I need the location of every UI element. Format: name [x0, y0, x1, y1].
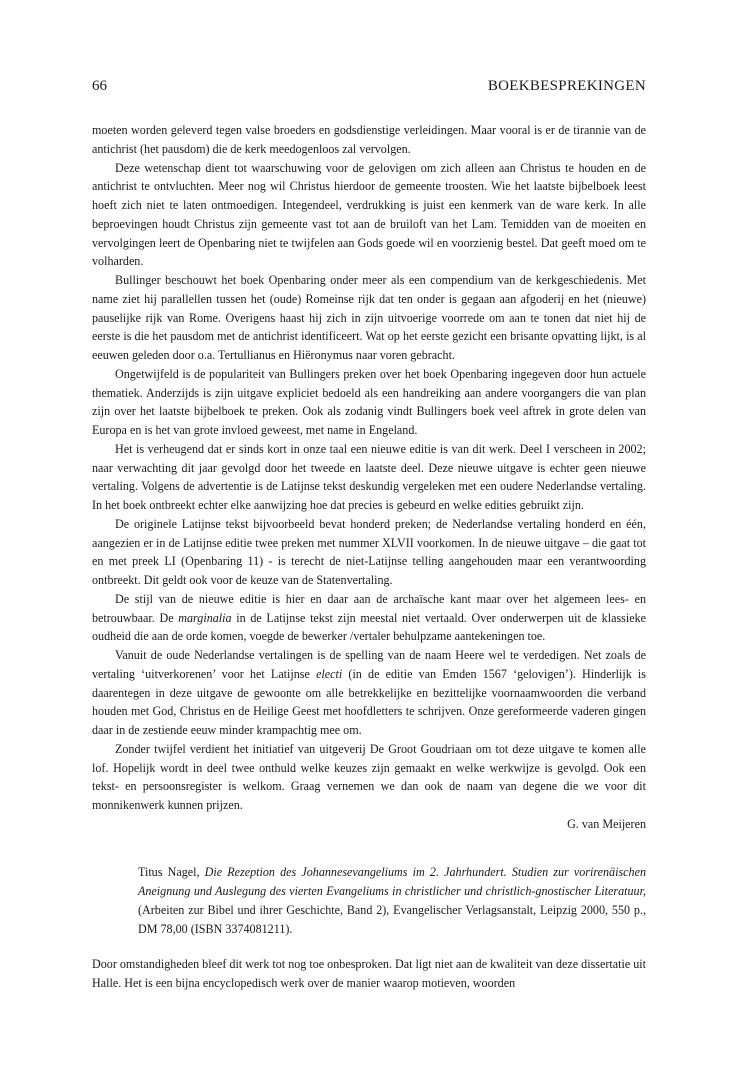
paragraph-text: De stijl van de nieuwe editie is hier en daar aan de archaïsche kant maar over het algemeen lees- en betrouwbaar. De	[92, 591, 646, 625]
paragraph-text: (in de editie van Emden 1567 ‘gelovigen’). Hinderlijk is daarentegen in deze uitgave de gewoonte om alle betrekkelijke en bezittelijke voornaamwoorden die verband houden met God, Christus en de Heilige Geest met hoofdletters te schrijven. Onze gereformeerde vaderen gingen daar in de zestiende eeuw minder krampachtig mee om.	[92, 666, 646, 737]
paragraph: Het is verheugend dat er sinds kort in onze taal een nieuwe editie is van dit werk. Deel I verscheen in 2002; naar verwachting dit jaar gevolgd door het tweede en laatste deel. Deze nieuwe uitgave is echter geen nieuwe vertaling. Volgens de advertentie is de Latijnse tekst deskundig vergeleken met een oudere Nederlandse vertaling. In het boek ontbreekt echter elke aanwijzing hoe dat precies is gebeurd en welke edities gebruikt zijn.	[92, 441, 646, 512]
paragraph-text: Vanuit de oude Nederlandse vertalingen is de spelling van de naam Heere wel te verdedigen. Net zoals de vertaling ‘uitverkorenen’ voor het Latijnse	[92, 648, 646, 681]
book-title: Die Rezeption des Johannesevangeliums im 2. Jahrhundert. Studien zur vorirenäischen Aneignung und Auslegung des vierten Evangeliums in christlicher und christlich-gnostischer Literatuur,	[138, 865, 646, 898]
review-body	[92, 121, 646, 834]
reviewer-signature: G. van Meijeren	[567, 816, 646, 831]
paragraph: Zonder twijfel verdient het initiatief van uitgeverij De Groot Goudriaan om tot deze uitgave te komen alle lof. Hopelijk wordt in deel twee onthuld welke keuzes zijn gemaakt en welke werkwijze is gevolgd. Ook een tekst- en persoonsregister is welkom. Graag vernemen we dan ook de naam van degene die we voor dit monnikenwerk kunnen prijzen.	[92, 741, 646, 812]
paragraph: moeten worden geleverd tegen valse broeders en godsdienstige verleidingen. Maar vooral is er de tirannie van de antichrist (het pausdom) die de kerk meedogenloos zal vervolgen.	[92, 123, 646, 156]
italic-term: electi	[316, 666, 343, 681]
book-author: Titus Nagel,	[138, 865, 205, 879]
paragraph-text: in de Latijnse tekst zijn meestal niet vertaald. Over onderwerpen uit de klassieke oudheid die aan de orde komen, voegde de bewerker /vertaler behulpzame aantekeningen toe.	[92, 610, 646, 644]
paragraph	[92, 646, 646, 740]
paragraph: Deze wetenschap dient tot waarschuwing voor de gelovigen om zich alleen aan Christus te houden en de antichrist te ontvluchten. Meer nog wil Christus hierdoor de gemeente troosten. Wie het laatste bijbelboek leest hoeft zich niet te laten ontmoedigen. Integendeel, verdrukking is juist een kenmerk van de ware kerk. In alle beproevingen houdt Christus zijn gemeente vast tot aan de bruiloft van het Lam. Temidden van de moeiten en vervolgingen leert de Openbaring niet te twijfelen aan Gods goede wil en voorzienig bestel. Dat geeft moed om te volharden.	[92, 160, 646, 269]
italic-term: marginalia	[178, 610, 232, 625]
running-head: BOEKBESPREKINGEN	[487, 78, 646, 94]
book-citation	[138, 863, 646, 939]
paragraph	[92, 590, 646, 646]
paragraph: Bullinger beschouwt het boek Openbaring onder meer als een compendium van de kerkgeschiedenis. Met name ziet hij parallellen tussen het (oude) Romeinse rijk dat ten onder is gegaan aan afgoderij en het (nieuwe) pauselijke rijk van Rome. Overigens haast hij zich in zijn uitvoerige voorrede om aan te tonen dat niet hij de eerste is die het pausdom met de antichrist identificeert. Wat op het eerste gezicht een brisante opvatting lijkt, is al eeuwen geleden door o.a. Tertullianus en Hiëronymus naar voren gebracht.	[92, 273, 646, 362]
book-entry	[138, 863, 646, 939]
second-review-body	[92, 955, 646, 993]
book-details: (Arbeiten zur Bibel und ihrer Geschichte, Band 2), Evangelischer Verlagsanstalt, Leipzig 2000, 550 p., DM 78,00 (ISBN 3374081211).	[138, 903, 646, 936]
paragraph: Door omstandigheden bleef dit werk tot nog toe onbesproken. Dat ligt niet aan de kwaliteit van deze dissertatie uit Halle. Het is een bijna encyclopedisch werk over de manier waarop motieven, woorden	[92, 957, 646, 990]
paragraph: Ongetwijfeld is de populariteit van Bullingers preken over het boek Openbaring ingegeven door hun actuele thematiek. Anderzijds is zijn uitgave expliciet bedoeld als een handreiking aan andere voorgangers die van plan zijn over het laatste bijbelboek te preken. Ook als zodanig vindt Bullingers boek veel aftrek in grote delen van Europa en is het van grote invloed geweest, met name in Engeland.	[92, 366, 646, 437]
page-number: 66	[92, 78, 107, 94]
page-header	[92, 78, 646, 98]
paragraph: De originele Latijnse tekst bijvoorbeeld bevat honderd preken; de Nederlandse vertaling honderd en één, aangezien er in de Latijnse editie twee preken met nummer XLVII voorkomen. In de nieuwe uitgave – die gaat tot en met preek LI (Openbaring 11) - is terecht de niet-Latijnse telling aangehouden maar een verantwoording ontbreekt. Dit geldt ook voor de keuze van de Statenvertaling.	[92, 516, 646, 587]
